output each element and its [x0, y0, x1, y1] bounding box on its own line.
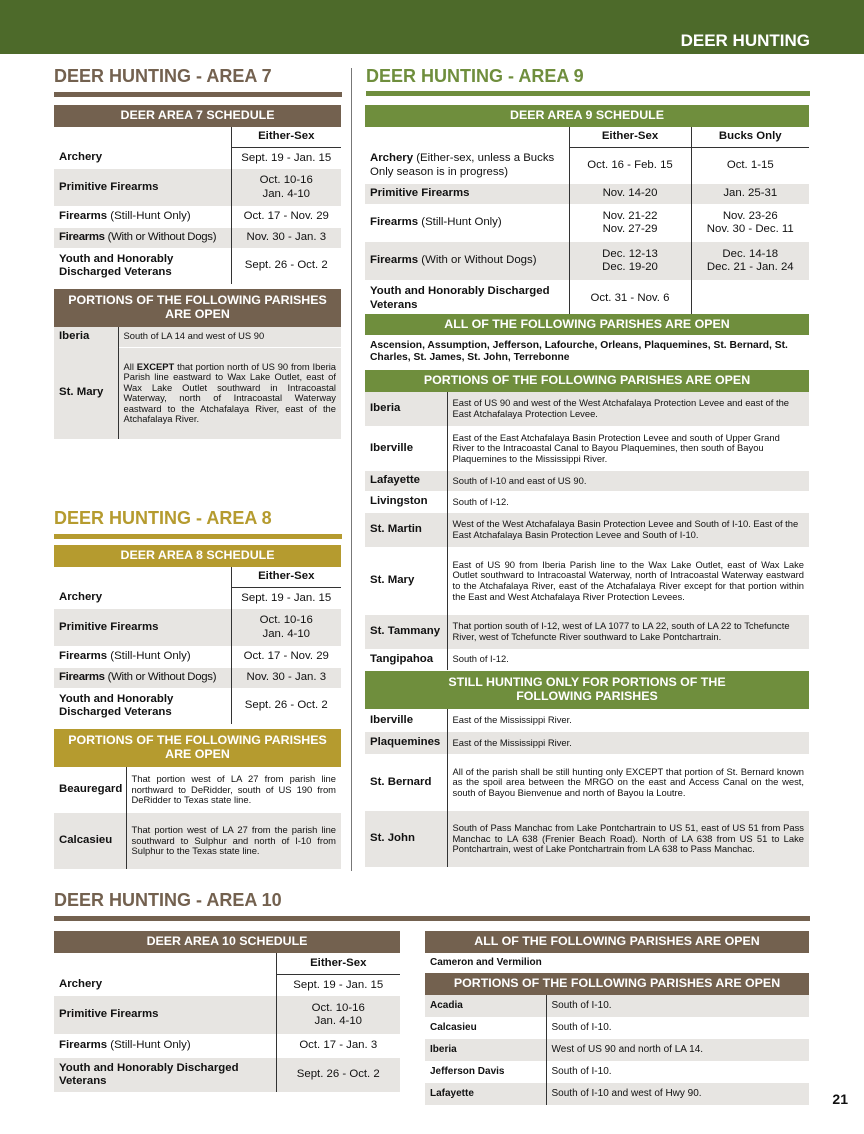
table-row: [365, 184, 809, 204]
table-row: [365, 242, 809, 280]
row-label: Youth and Honorably Discharged Veterans: [54, 1058, 276, 1092]
area9-schedule-table: [365, 105, 809, 317]
area10-schedule-table: [54, 931, 400, 1092]
area8-schedule-table: [54, 545, 341, 724]
parish-desc: South of Pass Manchac from Lake Pontchartrain to US 51, east of US 51 from Pass Manchac to LA 638 (Frenier Beach Road). North of LA 638 from US 51 to Lake Pontchartrain, west of Lake Pontchartrain from LA 638 to Pass Manchac.: [447, 811, 809, 867]
parish-desc: That portion west of LA 27 from the parish line southward to Sulphur and north of I-10 from Sulphur to the Texas state line.: [126, 813, 341, 869]
table-row: [54, 248, 341, 284]
area10-portions-title: PORTIONS OF THE FOLLOWING PARISHES ARE OPEN: [425, 973, 809, 995]
area7-col-either-sex: Either-Sex: [231, 127, 341, 147]
parish-desc: South of I-10.: [546, 1017, 809, 1039]
row-label: Firearms (Still-Hunt Only): [54, 1034, 276, 1058]
row-label: Primitive Firearms: [54, 996, 276, 1034]
row-label: Firearms (Still-Hunt Only): [54, 206, 231, 228]
area10-open-table: [425, 931, 809, 1105]
table-row: [54, 1058, 400, 1092]
area7-title: DEER HUNTING - AREA 7: [54, 66, 272, 86]
row-date-either: Nov. 21-22 Nov. 27-29: [569, 204, 691, 242]
area10-title: DEER HUNTING - AREA 10: [54, 890, 282, 910]
area9-all-open-table: [365, 314, 809, 369]
area8-schedule-title: DEER AREA 8 SCHEDULE: [54, 545, 341, 567]
area7-portions-title: PORTIONS OF THE FOLLOWING PARISHES ARE OPEN: [54, 289, 341, 327]
row-date: Oct. 17 - Jan. 3: [276, 1034, 400, 1058]
table-row: [425, 1083, 809, 1105]
parish-desc: All EXCEPT that portion north of US 90 from Iberia Parish line eastward to Wax Lake Outlet, east of Wax Lake Outlet southward in Intracoastal Waterway, north of Intracoastal Waterway eastward to the Atchafalaya River, east of the Atchafalaya River.: [118, 347, 341, 439]
row-date: Oct. 10-16 Jan. 4-10: [231, 609, 341, 646]
row-label: Primitive Firearms: [54, 169, 231, 206]
row-date-bucks: Nov. 23-26 Nov. 30 - Dec. 11: [691, 204, 809, 242]
parish-name: St. Mary: [365, 547, 447, 615]
area9-parishes-table: [365, 370, 809, 670]
header-bar: [0, 0, 864, 54]
parish-name: Iberia: [365, 392, 447, 426]
table-row: [54, 813, 341, 869]
area7-title-rule: [54, 92, 342, 97]
area8-title: DEER HUNTING - AREA 8: [54, 508, 272, 528]
parish-desc: East of US 90 and west of the West Atchafalaya Protection Levee and east of the East Atchafalaya Protection Levee.: [447, 392, 809, 426]
row-date: Oct. 17 - Nov. 29: [231, 646, 341, 668]
table-row: [54, 646, 341, 668]
table-row: [54, 169, 341, 206]
row-date: Sept. 19 - Jan. 15: [231, 587, 341, 609]
parish-desc: All of the parish shall be still hunting only EXCEPT that portion of St. Bernard known as the spoil area between the MRGO on the east and Access Canal on the west, south of Bayou Bienvenue and north of Bayou la Loutre.: [447, 754, 809, 811]
table-row: [54, 1034, 400, 1058]
table-row: [54, 688, 341, 724]
area9-still-title: STILL HUNTING ONLY FOR PORTIONS OF THE FOLLOWING PARISHES: [365, 671, 809, 709]
row-label: Archery: [54, 587, 231, 609]
table-row: [365, 615, 809, 649]
parish-desc: South of I-10.: [546, 995, 809, 1017]
row-date: Sept. 19 - Jan. 15: [276, 974, 400, 996]
table-row: [425, 1061, 809, 1083]
area10-all-open-title: ALL OF THE FOLLOWING PARISHES ARE OPEN: [425, 931, 809, 953]
table-row: [365, 426, 809, 471]
table-row: [54, 767, 341, 813]
area10-schedule-title: DEER AREA 10 SCHEDULE: [54, 931, 400, 953]
area7-parishes-table: [54, 289, 341, 439]
area9-col-either-sex: Either-Sex: [569, 127, 691, 147]
area9-all-open-list: Ascension, Assumption, Jefferson, Lafourche, Orleans, Plaquemines, St. Bernard, St. Charles, St. James, St. John, Terrebonne: [365, 335, 809, 369]
table-row: [425, 1017, 809, 1039]
parish-desc: West of US 90 and north of LA 14.: [546, 1039, 809, 1061]
row-date: Oct. 17 - Nov. 29: [231, 206, 341, 228]
parish-desc: That portion west of LA 27 from parish line northward to DeRidder, south of US 190 from DeRidder to Texas state line.: [126, 767, 341, 813]
table-row: [365, 147, 809, 184]
area9-schedule-title: DEER AREA 9 SCHEDULE: [365, 105, 809, 127]
row-label: Archery (Either-sex, unless a Bucks Only season is in progress): [365, 147, 569, 184]
parish-name: Iberia: [54, 327, 118, 347]
row-date-either: Oct. 16 - Feb. 15: [569, 147, 691, 184]
row-label: Firearms (With or Without Dogs): [365, 242, 569, 280]
area9-still-hunting-table: [365, 671, 809, 867]
parish-desc: East of US 90 from Iberia Parish line to the Wax Lake Outlet, east of Wax Lake Outlet southward to Intracoastal Waterway, north of Intracoastal Waterway eastward to the Atchafalaya River, east of the Atchafalaya River except for that portion within the East and West Atchafalaya River Protection Levees.: [447, 547, 809, 615]
parish-name: St. Martin: [365, 513, 447, 547]
row-label: Firearms (Still-Hunt Only): [365, 204, 569, 242]
page-number: 21: [832, 1091, 848, 1107]
row-date: Sept. 19 - Jan. 15: [231, 147, 341, 169]
parish-name: Livingston: [365, 491, 447, 513]
table-row: [54, 327, 341, 347]
table-row: [365, 392, 809, 426]
row-date: Oct. 10-16 Jan. 4-10: [276, 996, 400, 1034]
parish-name: Beauregard: [54, 767, 126, 813]
row-date-either: Oct. 31 - Nov. 6: [569, 280, 691, 317]
row-date-either: Dec. 12-13 Dec. 19-20: [569, 242, 691, 280]
table-row: [54, 609, 341, 646]
table-row: [425, 1039, 809, 1061]
table-row: [365, 754, 809, 811]
parish-desc: East of the East Atchafalaya Basin Protection Levee and south of Upper Grand River to the Intracoastal Canal to Bayou Plaquemines, then south of Bayou Plaquemines to the Mississippi River.: [447, 426, 809, 471]
row-date: Nov. 30 - Jan. 3: [231, 228, 341, 248]
table-row: [54, 228, 341, 248]
parish-name: St. John: [365, 811, 447, 867]
row-label: Firearms (With or Without Dogs): [54, 228, 231, 248]
row-label: Youth and Honorably Discharged Veterans: [365, 280, 569, 317]
table-row: [365, 491, 809, 513]
parish-desc: South of I-12.: [447, 491, 809, 513]
table-row: [54, 347, 341, 439]
parish-name: Jefferson Davis: [425, 1061, 546, 1083]
row-date: Sept. 26 - Oct. 2: [231, 248, 341, 284]
area9-title: DEER HUNTING - AREA 9: [366, 66, 584, 86]
parish-name: St. Bernard: [365, 754, 447, 811]
parish-desc: East of the Mississippi River.: [447, 709, 809, 732]
column-divider: [351, 68, 352, 871]
area9-portions-title: PORTIONS OF THE FOLLOWING PARISHES ARE OPEN: [365, 370, 809, 392]
area10-col-either-sex: Either-Sex: [276, 953, 400, 974]
parish-name: Plaquemines: [365, 732, 447, 754]
parish-desc: South of LA 14 and west of US 90: [118, 327, 341, 347]
parish-name: Calcasieu: [54, 813, 126, 869]
table-row: [365, 204, 809, 242]
table-row: [425, 995, 809, 1017]
parish-name: Iberia: [425, 1039, 546, 1061]
area9-title-rule: [366, 91, 810, 96]
row-date-bucks: [691, 280, 809, 317]
area8-parishes-table: [54, 729, 341, 869]
parish-desc: South of I-10 and east of US 90.: [447, 471, 809, 491]
row-date-bucks: Jan. 25-31: [691, 184, 809, 204]
table-row: [365, 709, 809, 732]
row-label: Youth and Honorably Discharged Veterans: [54, 688, 231, 724]
table-row: [54, 996, 400, 1034]
parish-name: Iberville: [365, 426, 447, 471]
row-label: Firearms (With or Without Dogs): [54, 668, 231, 688]
area9-all-open-title: ALL OF THE FOLLOWING PARISHES ARE OPEN: [365, 314, 809, 335]
row-label: Archery: [54, 974, 276, 996]
table-row: [54, 974, 400, 996]
parish-name: Lafayette: [365, 471, 447, 491]
table-row: [54, 206, 341, 228]
table-row: [54, 668, 341, 688]
area8-title-rule: [54, 534, 342, 539]
parish-desc: East of the Mississippi River.: [447, 732, 809, 754]
area7-schedule-title: DEER AREA 7 SCHEDULE: [54, 105, 341, 127]
parish-desc: That portion south of I-12, west of LA 1077 to LA 22, south of LA 22 to Tchefuncte River, west of Tchefuncte River southward to Lake Pontchartrain.: [447, 615, 809, 649]
table-row: [365, 471, 809, 491]
row-date: Oct. 10-16 Jan. 4-10: [231, 169, 341, 206]
row-label: Firearms (Still-Hunt Only): [54, 646, 231, 668]
area8-portions-title: PORTIONS OF THE FOLLOWING PARISHES ARE OPEN: [54, 729, 341, 767]
row-date: Sept. 26 - Oct. 2: [231, 688, 341, 724]
row-label: Primitive Firearms: [365, 184, 569, 204]
area10-all-open-list: Cameron and Vermilion: [425, 953, 809, 973]
area10-title-rule: [54, 916, 810, 921]
table-row: [365, 280, 809, 317]
parish-desc: South of I-10 and west of Hwy 90.: [546, 1083, 809, 1105]
parish-name: Tangipahoa: [365, 649, 447, 670]
row-date: Nov. 30 - Jan. 3: [231, 668, 341, 688]
area9-col-bucks-only: Bucks Only: [691, 127, 809, 147]
parish-desc: South of I-12.: [447, 649, 809, 670]
area7-schedule-table: [54, 105, 341, 284]
parish-desc: West of the West Atchafalaya Basin Protection Levee and South of I-10. East of the East Atchafalaya Basin Protection Levee and South of I-10.: [447, 513, 809, 547]
table-row: [365, 513, 809, 547]
table-row: [54, 147, 341, 169]
table-row: [365, 732, 809, 754]
row-date-bucks: Oct. 1-15: [691, 147, 809, 184]
parish-name: Lafayette: [425, 1083, 546, 1105]
parish-name: St. Tammany: [365, 615, 447, 649]
table-row: [365, 547, 809, 615]
table-row: [365, 811, 809, 867]
table-row: [54, 587, 341, 609]
parish-desc: South of I-10.: [546, 1061, 809, 1083]
table-row: [365, 649, 809, 670]
parish-name: St. Mary: [54, 347, 118, 439]
header-title: DEER HUNTING: [680, 31, 810, 50]
row-date: Sept. 26 - Oct. 2: [276, 1058, 400, 1092]
parish-name: Iberville: [365, 709, 447, 732]
parish-name: Acadia: [425, 995, 546, 1017]
row-label: Youth and Honorably Discharged Veterans: [54, 248, 231, 284]
row-label: Primitive Firearms: [54, 609, 231, 646]
parish-name: Calcasieu: [425, 1017, 546, 1039]
row-date-bucks: Dec. 14-18 Dec. 21 - Jan. 24: [691, 242, 809, 280]
row-label: Archery: [54, 147, 231, 169]
row-date-either: Nov. 14-20: [569, 184, 691, 204]
area8-col-either-sex: Either-Sex: [231, 567, 341, 587]
